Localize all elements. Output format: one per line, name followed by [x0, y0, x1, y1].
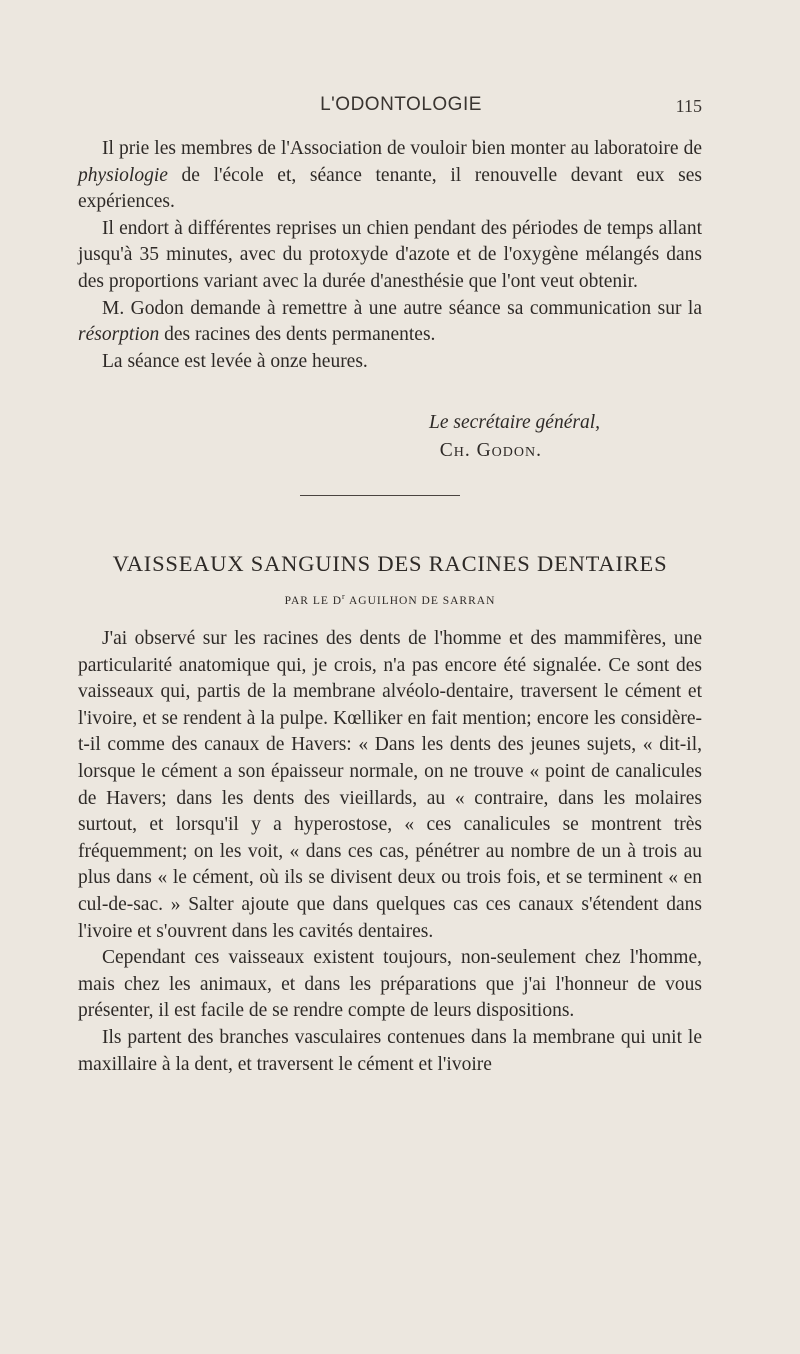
- paragraph: Cependant ces vaisseaux existent toujours, non-seulement chez l'homme, mais chez les animaux, et dans les préparations que j'ai l'honneur de vous présenter, il est facile de se rendre compte de leurs dispositions.: [78, 947, 702, 1022]
- article-byline: PAR LE $D^r$ AGUILHON DE SARRAN: [284, 592, 496, 607]
- page-header: [100, 94, 702, 118]
- article-title: VAISSEAUX SANGUINS DES RACINES DENTAIRES: [112, 551, 668, 576]
- section-divider: [300, 495, 460, 496]
- session-minutes: [78, 136, 702, 375]
- article-body: [78, 626, 702, 1078]
- signature-name: Ch. Godon.: [439, 440, 542, 461]
- paragraph: Il prie les membres de l'Association de vouloir bien monter au laboratoire de physiologie de l'école et, séance tenante, il renouvelle devant eux ses expériences.: [78, 138, 702, 213]
- paragraph: J'ai observé sur les racines des dents de l'homme et des mammifères, une particularité anatomique qui, je crois, n'a pas encore été signalée. Ce sont des vaisseaux qui, partis de la membrane alvéolo-dentaire, traversent le cément et l'ivoire, et se rendent à la pulpe. Kœlliker en fait mention; encore les considère-t-il comme des canaux de Havers: « Dans les dents des jeunes sujets, « dit-il, lorsque le cément a son épaisseur normale, on ne trouve « point de canalicules de Havers; dans les dents des vieillards, au « contraire, dans les molaires surtout, et lorsqu'il y a hyperostose, « ces canalicules se montrent très fréquemment; on les voit, « dans ces cas, pénétrer au nombre de un à trois au plus dans « le cément, où ils se divisent deux ou trois fois, et se terminent « en cul-de-sac. » Salter ajoute que dans quelques cas ces canaux s'étendent dans l'ivoire et s'ouvrent dans les cavités dentaires.: [78, 628, 702, 942]
- paragraph: M. Godon demande à remettre à une autre séance sa communication sur la résorption des racines des dents permanentes.: [78, 297, 702, 346]
- paragraph: La séance est levée à onze heures.: [102, 350, 368, 372]
- page-number: 115: [675, 96, 702, 116]
- paragraph: Ils partent des branches vasculaires contenues dans la membrane qui unit le maxillaire à la dent, et traversent le cément et l'ivoire: [78, 1026, 702, 1075]
- signature-role: Le secrétaire général,: [429, 412, 600, 433]
- signature-block: [78, 409, 600, 465]
- paragraph: Il endort à différentes reprises un chien pendant des périodes de temps allant jusqu'à 35 minutes, avec du protoxyde d'azote et de l'oxygène mélangés dans des proportions variant avec la durée d'anesthésie que l'ont veut obtenir.: [78, 217, 702, 292]
- running-title: L'ODONTOLOGIE: [320, 94, 482, 115]
